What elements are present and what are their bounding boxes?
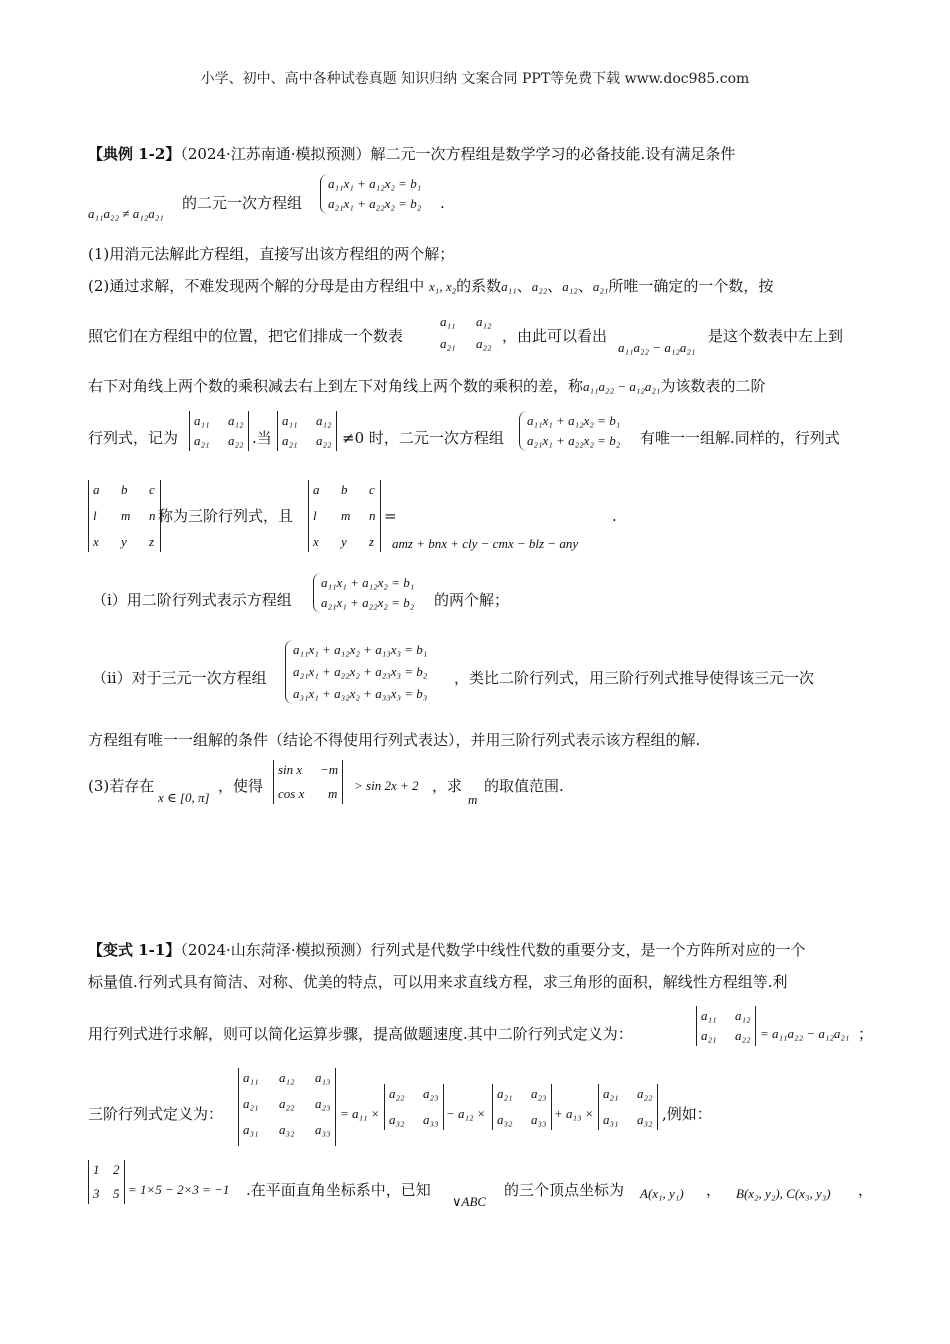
- part3-m: m: [468, 792, 478, 807]
- p2-sep: 、: [577, 277, 593, 295]
- minor1: a₂₂ a₂₃ a₃₂ a₃₃: [384, 1084, 444, 1130]
- p2-coef4: a₂₁: [592, 279, 609, 294]
- ex12-system: [320, 174, 421, 214]
- part-i: （i）用二阶行列式表示方程组: [92, 591, 292, 609]
- part-ii-system: [285, 640, 427, 704]
- part-ii: （ii）对于三元一次方程组: [92, 669, 267, 687]
- det-cell: a₂₂: [228, 433, 244, 448]
- var11-tag: 【变式 1-1】: [88, 941, 181, 959]
- p6-eq: =: [384, 507, 397, 525]
- p2-coef2: a₂₂: [531, 279, 548, 294]
- det-cell: a₁₂: [316, 413, 332, 428]
- var11-det2: a₁₁ a₁₂ a₂₁ a₂₂: [696, 1006, 756, 1046]
- sys-eq: a₃₁x₁ + a₃₂x₂ + a₃₃x₃ = b₃: [293, 686, 428, 701]
- part-ii-line2: 方程组有唯一一组解的条件（结论不得使用行列式表达），并用三阶行列式表示该方程组的解.: [88, 731, 701, 749]
- var11-det2-expr: = a₁₁a₂₂ − a₁₂a₂₁: [760, 1026, 850, 1041]
- part-i-system: [313, 573, 414, 613]
- example-det: 1 2 3 5: [88, 1160, 125, 1204]
- det-cell: a₁₁: [282, 413, 298, 428]
- var11-l3-end: ；: [858, 1025, 874, 1043]
- p6-period: .: [612, 507, 617, 525]
- cof1: = a₁₁ ×: [340, 1106, 380, 1121]
- cof3: + a₁₃ ×: [554, 1106, 594, 1121]
- ex12-title-line: [88, 144, 735, 164]
- var11-l5b: 的三个顶点坐标为: [504, 1181, 625, 1199]
- page-header: 小学、初中、高中各种试卷真题 知识归纳 文案合同 PPT等免费下载 www.doc985.com: [200, 71, 750, 87]
- p5-system: [519, 411, 620, 451]
- p5b: .当: [252, 429, 272, 447]
- p3a: 照它们在方程组中的位置，把它们排成一个数表: [88, 327, 404, 345]
- p2a: (2)通过求解，不难发现两个解的分母是由方程组中: [88, 277, 425, 295]
- table-cell: a₁₂: [476, 314, 492, 329]
- sys-eq: a₁₁x₁ + a₁₂x₂ + a₁₃x₃ = b₁: [293, 642, 428, 657]
- p2-coef3: a₁₂: [562, 279, 578, 294]
- p2b: 的系数: [456, 277, 502, 295]
- triangle-abc: ∨ABC: [452, 1194, 487, 1209]
- ex12-source: （2024·江苏南通·模拟预测）: [180, 145, 371, 163]
- p2-sep: 、: [516, 277, 532, 295]
- p2c: 所唯一确定的一个数，按: [608, 277, 774, 295]
- p4a: 右下对角线上两个数的乘积减去右上到左下对角线上两个数的乘积的差，称: [88, 377, 584, 395]
- p3c: 是这个数表中左上到: [708, 327, 844, 345]
- var11-line1: [88, 940, 806, 960]
- ex12-intro: 解二元一次方程组是数学学习的必备技能.设有满足条件: [370, 145, 736, 163]
- var11-source: （2024·山东菏泽·模拟预测）: [180, 941, 371, 959]
- det2-notation: [189, 411, 249, 451]
- var11-l5-end: ，: [858, 1181, 874, 1199]
- ex12-condition: a₁₁a₂₂ ≠ a₁₂a₂₁: [88, 206, 164, 221]
- det-cell: a₂₁: [282, 433, 298, 448]
- p4-expr: a₁₁a₂₂ − a₁₂a₂₁: [583, 379, 661, 394]
- det-cell: a₂₂: [316, 433, 332, 448]
- det3-a: a b c l m n x y z: [88, 480, 161, 552]
- table-cell: a₂₂: [476, 336, 492, 351]
- ex12-part1: (1)用消元法解此方程组，直接写出该方程组的两个解；: [88, 245, 455, 263]
- det-cell: a₁₂: [228, 413, 244, 428]
- p3-expr: a₁₁a₂₂ − a₁₂a₂₁: [618, 340, 696, 355]
- point-bc: B(x₂, y₂), C(x₃, y₃): [736, 1186, 831, 1201]
- cof2: − a₁₂ ×: [446, 1106, 486, 1121]
- ex12-tag: 【典例 1-2】: [88, 145, 181, 163]
- det3-b: a b c l m n x y z: [308, 480, 381, 552]
- p2-vars: x₁, x₂: [429, 279, 457, 294]
- p5c: ≠0 时，二元一次方程组: [342, 429, 504, 447]
- table-cell: a₂₁: [440, 336, 456, 351]
- part3-b: ，使得: [218, 777, 264, 795]
- point-a: A(x₁, y₁): [640, 1186, 684, 1201]
- part3-ineq: > sin 2x + 2: [354, 778, 419, 793]
- part-ii-end: ，类比二阶行列式，用三阶行列式推导使得该三元一次: [454, 669, 815, 687]
- var11-l5a: .在平面直角坐标系中，已知: [246, 1181, 431, 1199]
- det-cell: a₂₁: [194, 433, 210, 448]
- p4b: 为该数表的二阶: [660, 377, 766, 395]
- part3-a: (3)若存在: [88, 777, 155, 795]
- comma: ，: [706, 1181, 722, 1199]
- sys-eq: a₂₁x₁ + a₂₂x₂ = b₂: [527, 433, 621, 448]
- sys-eq: a₁₁x₁ + a₁₂x₂ = b₁: [527, 413, 621, 428]
- p2-sep: 、: [547, 277, 563, 295]
- var11-line4: 三阶行列式定义为：: [88, 1105, 224, 1123]
- p6-expr: amz + bnx + cly − cmx − blz − any: [392, 536, 579, 551]
- det-cell: a₁₁: [194, 413, 210, 428]
- sys-eq: a₂₁x₁ + a₂₂x₂ + a₂₃x₃ = b₂: [293, 664, 428, 679]
- ex12-sys-text: 的二元一次方程组: [182, 194, 303, 212]
- minor3: a₂₁ a₂₂ a₃₁ a₃₂: [598, 1084, 658, 1130]
- ex12-sys-eq2: a₂₁x₁ + a₂₂x₂ = b₂: [328, 196, 422, 211]
- table-cell: a₁₁: [440, 314, 456, 329]
- p6a: 称为三阶行列式，且: [158, 507, 294, 525]
- ex12-sys-eq1: a₁₁x₁ + a₁₂x₂ = b₁: [328, 176, 422, 191]
- example-calc: = 1×5 − 2×3 = −1: [128, 1182, 230, 1197]
- p4-line: [88, 376, 765, 397]
- var11-l1: 行列式是代数学中线性代数的重要分支，是一个方阵所对应的一个: [370, 941, 806, 959]
- ex12-period: .: [440, 194, 445, 212]
- p2-coef1: a₁₁: [501, 279, 517, 294]
- var11-line3: 用行列式进行求解，则可以简化运算步骤，提高做题速度.其中二阶行列式定义为：: [88, 1025, 633, 1043]
- ex12-part2-line1: [88, 276, 773, 297]
- sys-eq: a₁₁x₁ + a₁₂x₂ = b₁: [321, 575, 415, 590]
- p5a: 行列式，记为: [88, 429, 179, 447]
- part3-range: x ∈ [0, π]: [158, 790, 210, 805]
- part3-d: 的取值范围.: [484, 777, 564, 795]
- p5d: 有唯一一组解.同样的，行列式: [640, 429, 840, 447]
- part3-c: ，求: [432, 777, 463, 795]
- number-table: [440, 314, 492, 352]
- var11-line2: 标量值.行列式具有简洁、对称、优美的特点，可以用来求直线方程，求三角形的面积，解线性方程组等.利: [88, 973, 788, 991]
- minor2: a₂₁ a₂₃ a₃₂ a₃₃: [492, 1084, 552, 1130]
- det2-nonzero: [277, 411, 337, 451]
- sys-eq: a₂₁x₁ + a₂₂x₂ = b₂: [321, 595, 415, 610]
- var11-l4-end: ,例如：: [662, 1105, 712, 1123]
- var11-det3: a₁₁ a₁₂ a₁₃ a₂₁ a₂₂ a₂₃ a₃₁ a₃₂ a₃₃: [238, 1068, 336, 1146]
- p3b: ，由此可以看出: [502, 327, 608, 345]
- part3-det: sin x −m cos x m: [273, 760, 343, 804]
- part-i-end: 的两个解；: [434, 591, 510, 609]
